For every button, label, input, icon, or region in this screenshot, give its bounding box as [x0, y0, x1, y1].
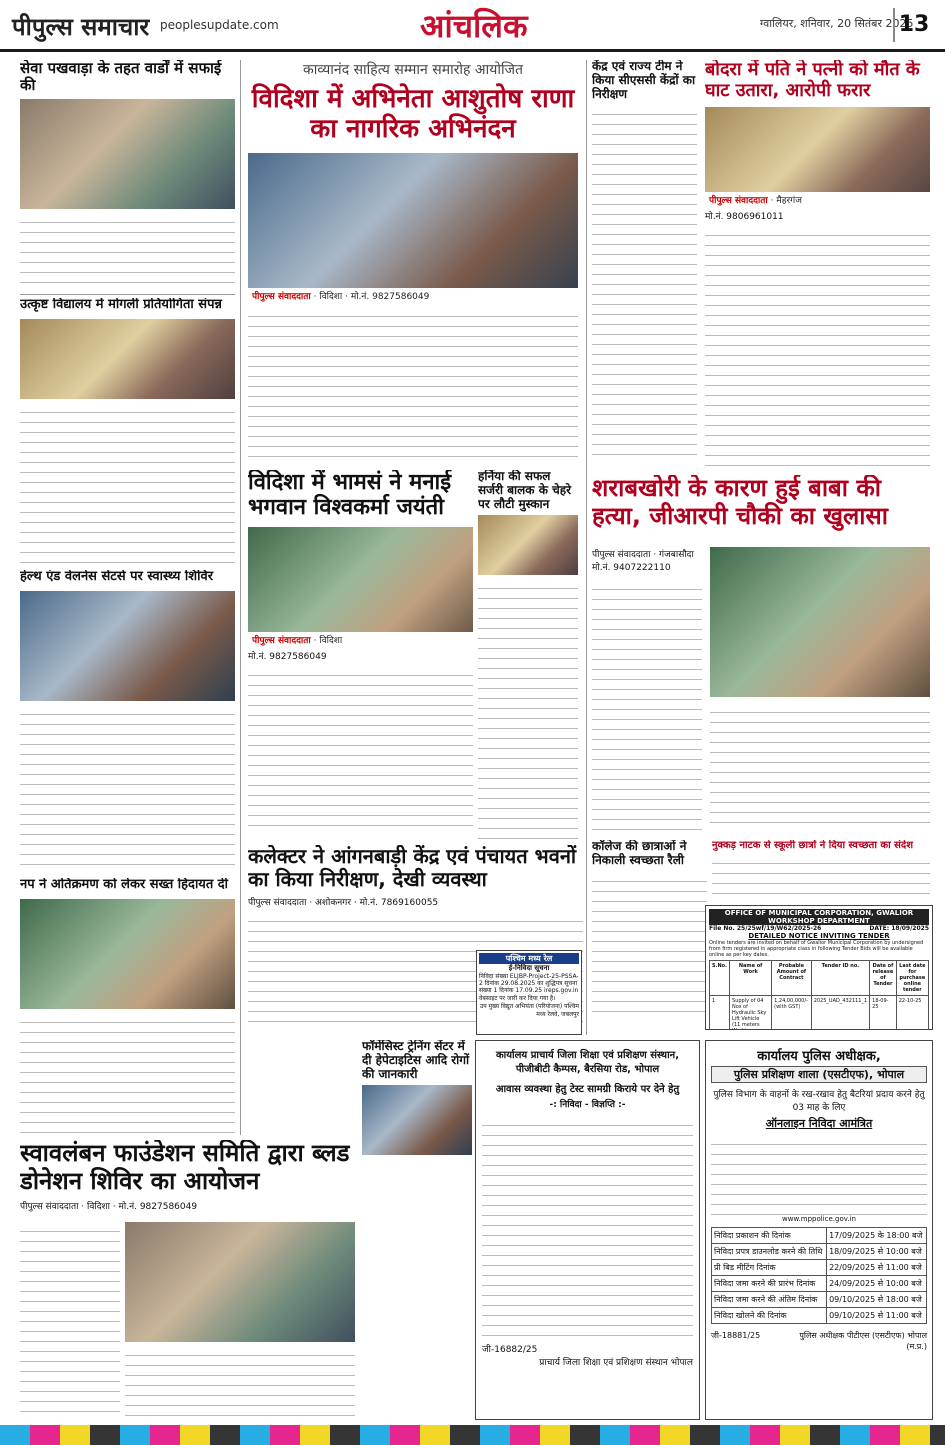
ad-body [482, 1116, 693, 1336]
schedule-row [712, 1276, 927, 1292]
story-photo [248, 153, 578, 303]
headline: कॉलेज की छात्राओं ने निकाली स्वच्छता रैली [592, 840, 687, 867]
ad-date: DATE: 18/09/2025 [869, 925, 929, 932]
ad-title: कार्यालय प्राचार्य जिला शिक्षा एवं प्रशिक्षण संस्थान, पीजीबीटी कैम्पस, बैरसिया रोड, भोपाल [495, 1050, 680, 1075]
ad-footer: उप मुख्य विद्युत अभियंता (परियोजना) पश्चिम मध्य रेलवे, जबलपुर [479, 1002, 579, 1018]
byline-mobile: मो.नं. 9827586049 [118, 1202, 198, 1213]
ad-title-2: पुलिस प्रशिक्षण शाला (एसटीएफ), भोपाल [711, 1066, 927, 1083]
story-atikraman[interactable] [20, 878, 235, 1138]
tender-cell: Supply of 04 Nos of Hydraulic Sky Lift Vehicle (11 meters [730, 996, 772, 1031]
byline-reporter: पीपुल्स संवाददाता [20, 1202, 79, 1213]
ad-railway[interactable] [476, 950, 582, 1035]
mobile: मो.नं. 9806961011 [705, 212, 784, 223]
headline: नुक्कड़ नाटक से स्कूली छात्रों ने दिया स्वच्छता का संदेश [712, 840, 914, 851]
ad-sign: पुलिस अधीक्षक पीटीएस (एसटीएफ) भोपाल (म.प्र.) [799, 1331, 927, 1351]
headline: शराबखोरी के कारण हुई बाबा की हत्या, जीआरपी चौकी का खुलासा [592, 475, 888, 530]
tender-header: S.No. [710, 961, 730, 996]
schedule-value: 17/09/2025 के 18:00 बजे [827, 1228, 927, 1244]
schedule-label: निविदा प्रकाशन की दिनांक [712, 1228, 827, 1244]
schedule-value: 18/09/2025 से 10:00 बजे [827, 1244, 927, 1260]
tender-header: Probable Amount of Contract [772, 961, 812, 996]
divider [240, 60, 241, 1135]
byline-mobile: मो.नं. 7869160055 [359, 898, 439, 908]
headline: बोदरा में पति ने पत्नी को मौत के घाट उतारा, आरोपी फरार [705, 60, 920, 101]
story-photo [20, 591, 235, 701]
story-sharab[interactable] [592, 475, 930, 835]
caption-reporter: पीपुल्स संवाददाता [709, 196, 768, 207]
tender-header: Tender ID no. [811, 961, 869, 996]
section-title: आंचलिक [420, 7, 528, 45]
story-photo [20, 99, 235, 209]
ad-bhopal-police[interactable] [705, 1040, 933, 1420]
headline: स्वावलंबन फाउंडेशन समिति द्वारा ब्लड डोनेशन शिविर का आयोजन [20, 1140, 350, 1195]
photo-caption: पीपुल्स संवाददाता · विदिशा [248, 632, 473, 647]
tender-table [709, 960, 929, 1030]
tender-header: Date of release of Tender [870, 961, 897, 996]
story-body [592, 105, 697, 460]
story-ashutosh-rana[interactable] [248, 60, 578, 465]
story-safai[interactable] [20, 60, 235, 292]
headline: नप ने अतिक्रमण को लेकर सख्त हिदायत दी [20, 878, 229, 892]
story-college[interactable] [592, 840, 707, 1035]
story-body [20, 403, 235, 563]
story-body [248, 666, 473, 826]
story-photo [710, 547, 930, 697]
headline: हर्निया की सफल सर्जरी बालक के चेहरे पर लौटी मुस्कान [478, 470, 571, 511]
website-url[interactable]: peoplesupdate.com [160, 18, 279, 32]
story-photo [125, 1222, 355, 1342]
byline-place: अशोकनगर [315, 898, 352, 908]
ad-subheading: -: निविदा - विज्ञप्ति :- [549, 1100, 626, 1110]
ad-gwalior-tender[interactable] [705, 905, 933, 1030]
byline: पीपुल्स संवाददाता · गंजबासौदा मो.नं. 9407222110 [592, 547, 702, 573]
story-body [712, 854, 930, 894]
ad-ref: जी-16882/25 [482, 1345, 538, 1355]
story-body-2 [710, 703, 930, 828]
caption-place: मैहरगंज [776, 196, 802, 207]
ad-title: पश्चिम मध्य रेल [479, 953, 579, 964]
divider [20, 294, 235, 295]
story-body [478, 579, 578, 840]
story-bodra[interactable] [705, 60, 930, 470]
schedule-label: निविदा प्रपत्र डाउनलोड करने की तिथि [712, 1244, 827, 1260]
story-mogli[interactable] [20, 298, 235, 566]
story-photo [20, 899, 235, 1009]
ad-notice-title: DETAILED NOTICE INVITING TENDER [748, 932, 890, 940]
caption-place: विदिशा [319, 291, 343, 302]
caption-reporter: पीपुल्स संवाददाता [252, 291, 311, 302]
issue-date: ग्वालियर, शनिवार, 20 सितंबर 2025 [760, 17, 914, 30]
byline-mobile: मो.नं. 9407222110 [592, 563, 671, 573]
headline: फॉर्मेसिस्ट ट्रेनिंग सेंटर में दी हेपेटाइटिस आदि रोगों की जानकारी [362, 1040, 470, 1081]
tender-cell: 2025_UAD_432111_1 [811, 996, 869, 1031]
story-body [592, 872, 707, 1017]
police-schedule-table [711, 1227, 927, 1324]
ad-body: निविदा संख्या ELJBP-Project-25-PSSA-2 दिनांक 29.08.2025 का शुद्धिपत्र सूचना संख्या 1 दिनांक 17.09.25 ireps.gov.in वेबसाइट पर जारी कर दिया गया है। [479, 973, 579, 1002]
mobile: मो.नं. 9827586049 [248, 651, 327, 662]
story-photo [705, 107, 930, 207]
tender-cell: 1 [710, 996, 730, 1031]
story-photo [20, 319, 235, 399]
page-number: 13 [893, 8, 933, 42]
schedule-row [712, 1260, 927, 1276]
kicker: काव्यानंद साहित्य सम्मान समारोह आयोजित [303, 62, 523, 78]
tender-row [710, 996, 929, 1031]
photo-caption: पीपुल्स संवाददाता · मैहरगंज [705, 192, 930, 207]
story-body [705, 226, 930, 466]
schedule-label: निविदा जमा करने की प्रारंभ दिनांक [712, 1276, 827, 1292]
schedule-value: 09/10/2025 से 11:00 बजे [827, 1308, 927, 1324]
story-photo [248, 527, 473, 647]
headline: केंद्र एवं राज्य टीम ने किया सीएससी केंद्रों का निरीक्षण [592, 60, 696, 101]
caption-place: विदिशा [319, 635, 343, 646]
story-body [592, 580, 702, 830]
schedule-row [712, 1308, 927, 1324]
byline-reporter: पीपुल्स संवाददाता [248, 898, 307, 908]
byline-place: गंजबासौदा [659, 550, 694, 560]
story-photo [478, 515, 578, 575]
schedule-value: 24/09/2025 से 10:00 बजे [827, 1276, 927, 1292]
headline: हेल्थ एंड वेलनेस सेंटर्स पर स्वास्थ्य शिविर [20, 570, 214, 584]
story-body [20, 1222, 120, 1417]
byline: पीपुल्स संवाददाता · अशोकनगर · मो.नं. 7869160055 [248, 898, 439, 908]
newspaper-logo: पीपुल्स समाचार [12, 13, 150, 41]
byline-place: विदिशा [87, 1202, 110, 1213]
story-body [20, 213, 235, 293]
schedule-value: 09/10/2025 से 18:00 बजे [827, 1292, 927, 1308]
ad-file-no: File No. 25/25wf/19/W62/2025-26 [709, 925, 822, 932]
tender-cell: 18-09-25 [870, 996, 897, 1031]
ad-intro: Online tenders are invited on behalf of Gwalior Municipal Corporation by undersigned from firm registered in appropriate class in following Tender Bids will be available online as per key dates. [709, 940, 924, 958]
photo-caption: पीपुल्स संवाददाता · विदिशा · मो.नं. 9827586049 [248, 288, 578, 303]
story-blood-donation[interactable] [20, 1140, 355, 1420]
schedule-label: निविदा खोलने की दिनांक [712, 1308, 827, 1324]
story-cghs[interactable] [592, 60, 697, 470]
byline-reporter: पीपुल्स संवाददाता [592, 550, 651, 560]
headline: सेवा पखवाड़ा के तहत वार्डों में सफाई की [20, 60, 222, 95]
story-body-2 [125, 1346, 355, 1416]
ad-ref: जी-18881/25 [711, 1331, 761, 1340]
ad-notice: ऑनलाइन निविदा आमंत्रित [765, 1117, 873, 1130]
story-nukkad[interactable] [712, 840, 930, 900]
print-color-bar [0, 1425, 945, 1445]
ad-subtitle: ई-निविदा सूचना [508, 964, 550, 972]
headline: उत्कृष्ट विद्यालय में मोगली प्रतियोगिता संपन्न [20, 298, 222, 312]
schedule-label: निविदा जमा करने की अंतिम दिनांक [712, 1292, 827, 1308]
story-harniya[interactable] [478, 470, 578, 840]
schedule-label: प्री बिड मीटिंग दिनांक [712, 1260, 827, 1276]
divider [586, 60, 587, 1035]
story-health[interactable] [20, 570, 235, 870]
ad-website[interactable]: www.mppolice.gov.in [782, 1215, 856, 1223]
masthead [0, 0, 945, 52]
ad-footer [711, 1330, 927, 1352]
ad-title-1: कार्यालय पुलिस अधीक्षक, [757, 1049, 881, 1064]
tender-header: Last date for purchase online tender [896, 961, 928, 996]
story-body [20, 1013, 235, 1133]
ad-heading: आवास व्यवस्था हेतु टेस्ट सामग्री किराये पर देने हेतु [495, 1084, 680, 1095]
story-body [20, 705, 235, 865]
tender-header-row [710, 961, 929, 996]
schedule-value: 22/09/2025 से 11:00 बजे [827, 1260, 927, 1276]
ad-sign: प्राचार्य जिला शिक्षा एवं प्रशिक्षण संस्थान भोपाल [539, 1358, 693, 1368]
schedule-row [712, 1244, 927, 1260]
tender-header: Name of Work [730, 961, 772, 996]
ad-subtitle: पुलिस विभाग के वाहनों के रख-रखाव हेतु बैटरियां प्रदाय करने हेतु 03 माह के लिए [713, 1090, 925, 1113]
schedule-row [712, 1292, 927, 1308]
caption-mobile: मो.नं. 9827586049 [350, 291, 430, 302]
ad-body [711, 1135, 927, 1215]
ad-berasia[interactable] [475, 1040, 700, 1420]
tender-cell: 1,24,00,000/- (with GST) [772, 996, 812, 1031]
schedule-row [712, 1228, 927, 1244]
tender-cell: 22-10-25 [896, 996, 928, 1031]
headline: विदिशा में भामसं ने मनाई भगवान विश्वकर्मा जयंती [248, 470, 452, 521]
story-body [248, 307, 578, 457]
story-photo [362, 1085, 472, 1155]
story-vishwakarma[interactable] [248, 470, 473, 840]
ad-file-row [709, 925, 929, 932]
byline: पीपुल्स संवाददाता · विदिशा · मो.नं. 9827586049 [20, 1202, 198, 1213]
headline: विदिशा में अभिनेता आशुतोष राणा का नागरिक अभिनंदन [251, 84, 575, 144]
story-pharmacist[interactable] [362, 1040, 472, 1190]
headline: कलेक्टर ने आंगनबाड़ी केंद्र एवं पंचायत भवनों का किया निरीक्षण, देखी व्यवस्था [248, 845, 577, 891]
ad-office: OFFICE OF MUNICIPAL CORPORATION, GWALIOR WORKSHOP DEPARTMENT [709, 909, 929, 925]
caption-reporter: पीपुल्स संवाददाता [252, 635, 311, 646]
